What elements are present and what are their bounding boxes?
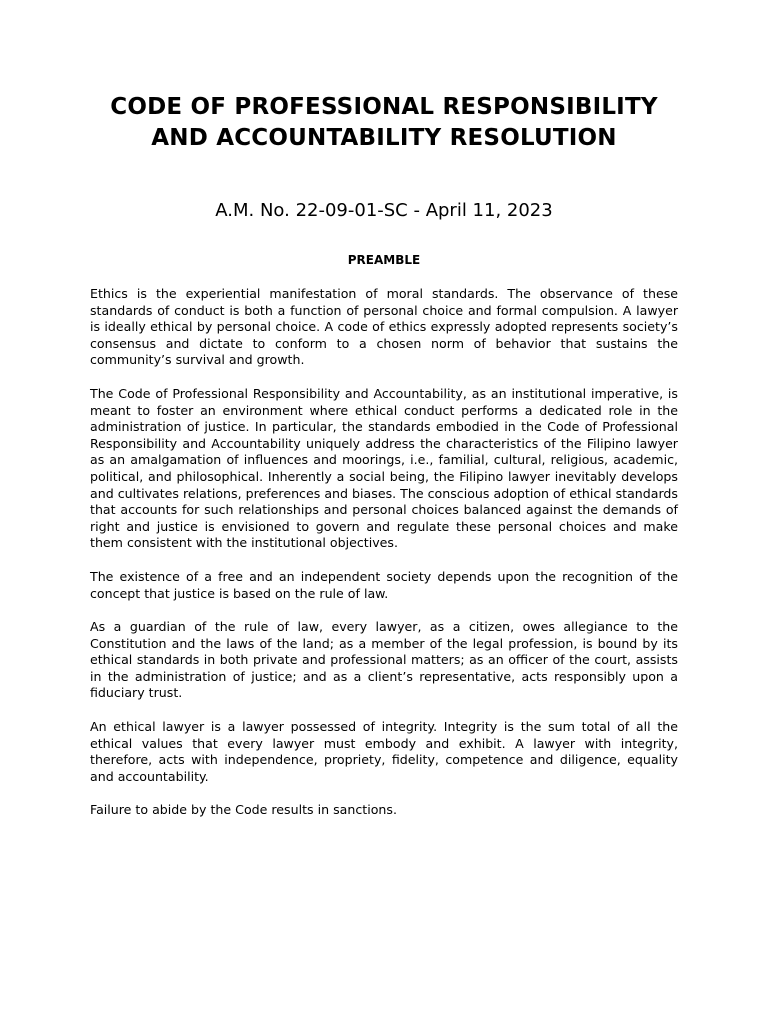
- title-line-1: CODE OF PROFESSIONAL RESPONSIBILITY: [110, 94, 658, 120]
- paragraph-2: The Code of Professional Responsibility and Accountability, as an institutional imperative, is meant to foster an environment where ethical conduct performs a dedicated role in the administration of justice. In particular, the standards embodied in the Code of Professional Responsibility and Accountability uniquely address the characteristics of the Filipino lawyer as an amalgamation of influences and moorings, i.e., familial, cultural, religious, academic, political, and philosophical. Inherently a social being, the Filipino lawyer inevitably develops and cultivates relations, preferences and biases. The conscious adoption of ethical standards that accounts for such relationships and personal choices balanced against the demands of right and justice is envisioned to govern and regulate these personal choices and make them consistent with the institutional objectives.: [90, 385, 678, 551]
- title-line-2: AND ACCOUNTABILITY RESOLUTION: [151, 125, 617, 151]
- am-number: A.M. No. 22-09-01-SC - April 11, 2023: [215, 200, 553, 221]
- section-heading: PREAMBLE: [347, 253, 421, 267]
- paragraph-1: Ethics is the experiential manifestation of moral standards. The observance of these standards of conduct is both a function of personal choice and formal compulsion. A lawyer is ideally ethical by personal choice. A code of ethics expressly adopted represents society’s consensus and dictate to conform to a chosen norm of behavior that sustains the community’s survival and growth.: [90, 286, 678, 368]
- paragraph-5: An ethical lawyer is a lawyer possessed of integrity. Integrity is the sum total of all the ethical values that every lawyer must embody and exhibit. A lawyer with integrity, therefore, acts with independence, propriety, fidelity, competence and diligence, equality and accountability.: [90, 719, 678, 784]
- document-title: [40, 92, 728, 154]
- paragraph-6: Failure to abide by the Code results in sanctions.: [90, 802, 397, 818]
- preamble-body: [90, 286, 678, 836]
- paragraph-4: As a guardian of the rule of law, every lawyer, as a citizen, owes allegiance to the Constitution and the laws of the land; as a member of the legal profession, is bound by its ethical standards in both private and professional matters; as an officer of the court, assists in the administration of justice; and as a client’s representative, acts responsibly upon a fiduciary trust.: [90, 619, 678, 701]
- paragraph-3: The existence of a free and an independent society depends upon the recognition of the concept that justice is based on the rule of law.: [90, 568, 678, 601]
